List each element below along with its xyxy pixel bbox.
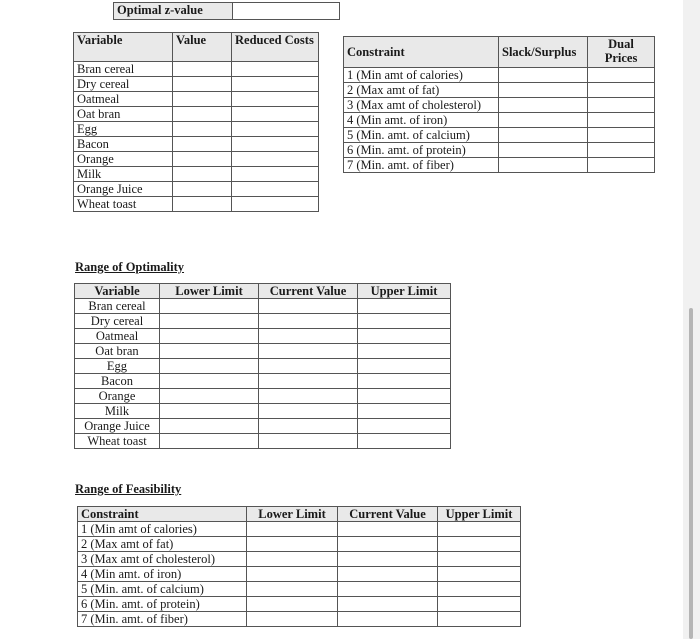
dual-price-cell[interactable] <box>588 128 655 143</box>
upper-limit-cell[interactable] <box>438 597 521 612</box>
reduced-cost-cell[interactable] <box>232 137 319 152</box>
optimal-z-label: Optimal z-value <box>114 3 233 20</box>
reduced-cost-cell[interactable] <box>232 92 319 107</box>
lower-limit-cell[interactable] <box>247 522 338 537</box>
constraint-row-label: 7 (Min. amt. of fiber) <box>344 158 499 173</box>
feasibility-header-constraint: Constraint <box>78 507 247 522</box>
current-value-cell[interactable] <box>259 344 358 359</box>
constraint-row-label: 1 (Min amt of calories) <box>344 68 499 83</box>
lower-limit-cell[interactable] <box>160 419 259 434</box>
variable-row-label: Bran cereal <box>74 62 173 77</box>
variable-row-label: Bacon <box>74 137 173 152</box>
lower-limit-cell[interactable] <box>247 552 338 567</box>
lower-limit-cell[interactable] <box>160 389 259 404</box>
optimality-row-label: Oat bran <box>75 344 160 359</box>
variable-row-label: Egg <box>74 122 173 137</box>
reduced-cost-cell[interactable] <box>232 197 319 212</box>
optimality-row-label: Milk <box>75 404 160 419</box>
reduced-cost-cell[interactable] <box>232 122 319 137</box>
lower-limit-cell[interactable] <box>247 537 338 552</box>
current-value-cell[interactable] <box>338 537 438 552</box>
lower-limit-cell[interactable] <box>247 567 338 582</box>
upper-limit-cell[interactable] <box>358 344 451 359</box>
variable-value-cell[interactable] <box>173 62 232 77</box>
reduced-cost-cell[interactable] <box>232 62 319 77</box>
dual-price-cell[interactable] <box>588 68 655 83</box>
slack-surplus-cell[interactable] <box>499 83 588 98</box>
variables-header-value: Value <box>173 33 232 62</box>
upper-limit-cell[interactable] <box>438 582 521 597</box>
reduced-cost-cell[interactable] <box>232 77 319 92</box>
range-feasibility-title: Range of Feasibility <box>75 482 182 496</box>
constraint-row-label: 4 (Min amt. of iron) <box>344 113 499 128</box>
lower-limit-cell[interactable] <box>160 314 259 329</box>
dual-price-cell[interactable] <box>588 143 655 158</box>
variable-value-cell[interactable] <box>173 152 232 167</box>
current-value-cell[interactable] <box>259 419 358 434</box>
vertical-scrollbar[interactable] <box>689 308 693 639</box>
feasibility-row-label: 4 (Min amt. of iron) <box>78 567 247 582</box>
current-value-cell[interactable] <box>259 404 358 419</box>
variable-row-label: Oatmeal <box>74 92 173 107</box>
current-value-cell[interactable] <box>259 314 358 329</box>
upper-limit-cell[interactable] <box>358 374 451 389</box>
lower-limit-cell[interactable] <box>247 597 338 612</box>
constraint-row-label: 5 (Min. amt. of calcium) <box>344 128 499 143</box>
constraint-row-label: 3 (Max amt of cholesterol) <box>344 98 499 113</box>
dual-price-cell[interactable] <box>588 113 655 128</box>
variable-row-label: Dry cereal <box>74 77 173 92</box>
dual-prices-header: Dual Prices <box>588 37 655 68</box>
optimality-row-label: Orange Juice <box>75 419 160 434</box>
reduced-cost-cell[interactable] <box>232 107 319 122</box>
lower-limit-cell[interactable] <box>247 582 338 597</box>
dual-price-cell[interactable] <box>588 98 655 113</box>
current-value-cell[interactable] <box>338 567 438 582</box>
current-value-cell[interactable] <box>259 434 358 449</box>
optimality-row-label: Wheat toast <box>75 434 160 449</box>
optimality-row-label: Egg <box>75 359 160 374</box>
slack-surplus-cell[interactable] <box>499 128 588 143</box>
feasibility-row-label: 1 (Min amt of calories) <box>78 522 247 537</box>
slack-surplus-cell[interactable] <box>499 143 588 158</box>
range-optimality-table <box>74 283 451 449</box>
upper-limit-cell[interactable] <box>358 434 451 449</box>
upper-limit-cell[interactable] <box>358 314 451 329</box>
variable-value-cell[interactable] <box>173 137 232 152</box>
current-value-cell[interactable] <box>259 389 358 404</box>
constraint-row-label: 2 (Max amt of fat) <box>344 83 499 98</box>
upper-limit-cell[interactable] <box>438 552 521 567</box>
upper-limit-cell[interactable] <box>358 359 451 374</box>
upper-limit-cell[interactable] <box>438 612 521 627</box>
reduced-cost-cell[interactable] <box>232 182 319 197</box>
feasibility-row-label: 2 (Max amt of fat) <box>78 537 247 552</box>
upper-limit-cell[interactable] <box>358 419 451 434</box>
reduced-cost-cell[interactable] <box>232 167 319 182</box>
lower-limit-cell[interactable] <box>160 329 259 344</box>
optimality-header-upper-limit: Upper Limit <box>358 284 451 299</box>
feasibility-header-upper-limit: Upper Limit <box>438 507 521 522</box>
lower-limit-cell[interactable] <box>160 344 259 359</box>
lower-limit-cell[interactable] <box>160 434 259 449</box>
variable-value-cell[interactable] <box>173 167 232 182</box>
slack-surplus-cell[interactable] <box>499 68 588 83</box>
range-optimality-title: Range of Optimality <box>75 260 185 274</box>
lower-limit-cell[interactable] <box>160 374 259 389</box>
feasibility-row-label: 7 (Min. amt. of fiber) <box>78 612 247 627</box>
slack-surplus-cell[interactable] <box>499 98 588 113</box>
optimality-row-label: Orange <box>75 389 160 404</box>
optimality-header-current-value: Current Value <box>259 284 358 299</box>
optimal-z-table <box>113 2 340 20</box>
current-value-cell[interactable] <box>259 359 358 374</box>
upper-limit-cell[interactable] <box>358 299 451 314</box>
lower-limit-cell[interactable] <box>160 404 259 419</box>
constraint-table <box>343 36 655 173</box>
variable-row-label: Wheat toast <box>74 197 173 212</box>
upper-limit-cell[interactable] <box>358 404 451 419</box>
dual-price-cell[interactable] <box>588 83 655 98</box>
upper-limit-cell[interactable] <box>438 567 521 582</box>
range-feasibility-table <box>77 506 521 627</box>
variable-row-label: Orange Juice <box>74 182 173 197</box>
feasibility-row-label: 3 (Max amt of cholesterol) <box>78 552 247 567</box>
current-value-cell[interactable] <box>338 582 438 597</box>
variable-value-cell[interactable] <box>173 92 232 107</box>
variable-value-cell[interactable] <box>173 197 232 212</box>
lower-limit-cell[interactable] <box>247 612 338 627</box>
upper-limit-cell[interactable] <box>358 329 451 344</box>
optimality-header-lower-limit: Lower Limit <box>160 284 259 299</box>
upper-limit-cell[interactable] <box>438 537 521 552</box>
optimality-row-label: Oatmeal <box>75 329 160 344</box>
current-value-cell[interactable] <box>259 374 358 389</box>
slack-surplus-cell[interactable] <box>499 113 588 128</box>
feasibility-row-label: 6 (Min. amt. of protein) <box>78 597 247 612</box>
variable-row-label: Milk <box>74 167 173 182</box>
slack-surplus-cell[interactable] <box>499 158 588 173</box>
variables-header-variable: Variable <box>74 33 173 62</box>
variable-row-label: Orange <box>74 152 173 167</box>
current-value-cell[interactable] <box>338 597 438 612</box>
optimality-header-variable: Variable <box>75 284 160 299</box>
constraint-row-label: 6 (Min. amt. of protein) <box>344 143 499 158</box>
upper-limit-cell[interactable] <box>358 389 451 404</box>
current-value-cell[interactable] <box>259 299 358 314</box>
slack-surplus-header: Slack/Surplus <box>499 37 588 68</box>
reduced-cost-cell[interactable] <box>232 152 319 167</box>
feasibility-row-label: 5 (Min. amt. of calcium) <box>78 582 247 597</box>
variables-header-reduced-costs: Reduced Costs <box>232 33 319 62</box>
constraint-header: Constraint <box>344 37 499 68</box>
lower-limit-cell[interactable] <box>160 299 259 314</box>
variable-value-cell[interactable] <box>173 107 232 122</box>
current-value-cell[interactable] <box>259 329 358 344</box>
optimality-row-label: Dry cereal <box>75 314 160 329</box>
feasibility-header-lower-limit: Lower Limit <box>247 507 338 522</box>
optimality-row-label: Bacon <box>75 374 160 389</box>
variable-value-cell[interactable] <box>173 77 232 92</box>
optimal-z-value-cell[interactable] <box>233 3 340 20</box>
variables-table <box>73 32 319 212</box>
variable-value-cell[interactable] <box>173 122 232 137</box>
current-value-cell[interactable] <box>338 612 438 627</box>
current-value-cell[interactable] <box>338 522 438 537</box>
upper-limit-cell[interactable] <box>438 522 521 537</box>
variable-row-label: Oat bran <box>74 107 173 122</box>
current-value-cell[interactable] <box>338 552 438 567</box>
dual-price-cell[interactable] <box>588 158 655 173</box>
feasibility-header-current-value: Current Value <box>338 507 438 522</box>
optimality-row-label: Bran cereal <box>75 299 160 314</box>
variable-value-cell[interactable] <box>173 182 232 197</box>
lower-limit-cell[interactable] <box>160 359 259 374</box>
